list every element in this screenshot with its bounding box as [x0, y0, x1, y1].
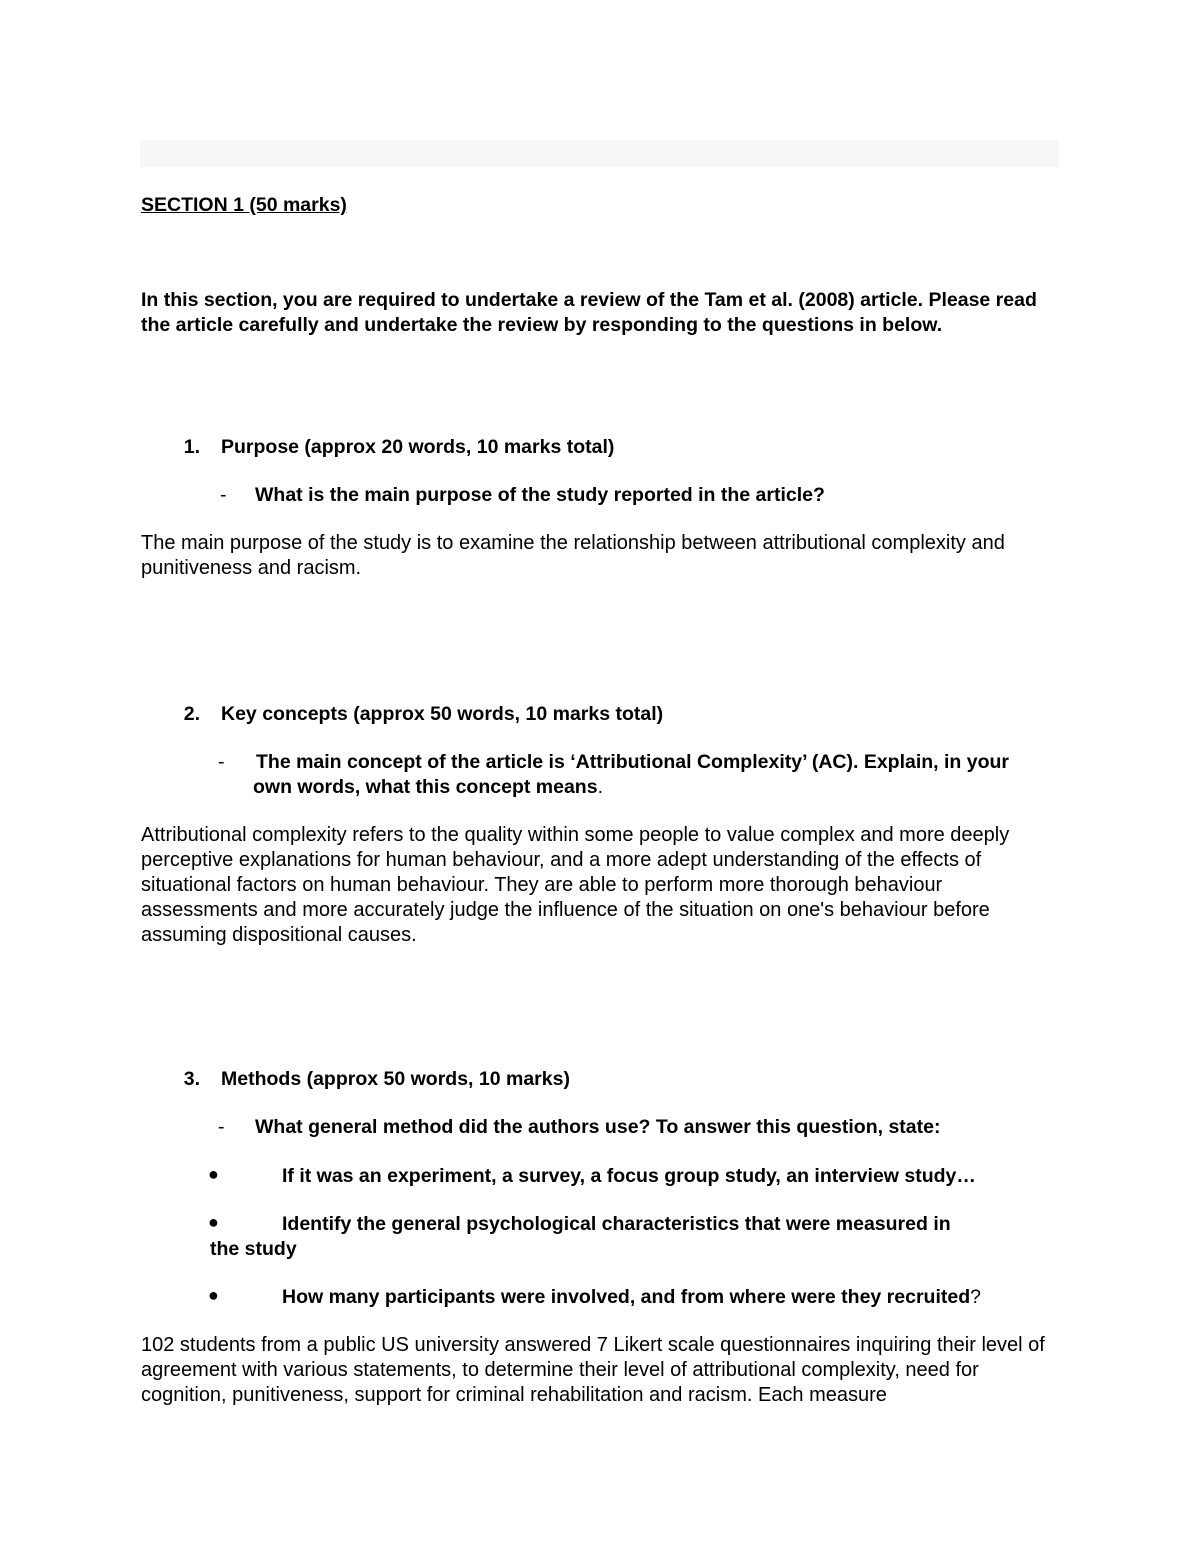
- question-prompt: What is the main purpose of the study reported in the article?: [255, 484, 825, 506]
- question-prompt-end: .: [597, 776, 603, 798]
- bullet-marker: ●: [208, 1164, 219, 1184]
- bullet-item-end: ?: [970, 1286, 981, 1308]
- bullet-marker: ●: [208, 1285, 219, 1305]
- question-heading: Methods (approx 50 words, 10 marks): [221, 1068, 570, 1090]
- section-title: SECTION 1 (50 marks): [141, 194, 347, 216]
- bullet-item: [282, 1285, 981, 1310]
- question-prompt-text: The main concept of the article is ‘Attributional Complexity’ (AC). Explain, in your own words, what this concept means: [253, 751, 1010, 798]
- question-prompt: [253, 750, 1053, 800]
- answer-text: The main purpose of the study is to examine the relationship between attributional complexity and punitiveness and racism.: [141, 532, 1005, 579]
- question-number: 2.: [183, 703, 200, 725]
- prompt-dash: -: [218, 751, 225, 773]
- question-number: 1.: [183, 436, 200, 458]
- bullet-item-continuation: the study: [210, 1238, 297, 1260]
- prompt-dash: -: [218, 1116, 225, 1138]
- answer-text: Attributional complexity refers to the quality within some people to value complex and more deeply perceptive explanations for human behaviour, and a more adept understanding of the effects of situational factors on human behaviour. They are able to perform more thorough behaviour assessments and more accurately judge the influence of the situation on one's behaviour before assuming dispositional causes.: [141, 824, 1010, 946]
- prompt-dash: -: [220, 484, 227, 506]
- bullet-item: If it was an experiment, a survey, a focus group study, an interview study…: [282, 1165, 976, 1187]
- bullet-marker: ●: [208, 1212, 219, 1232]
- question-heading: Key concepts (approx 50 words, 10 marks total): [221, 703, 664, 725]
- question-prompt: What general method did the authors use? To answer this question, state:: [255, 1116, 941, 1138]
- header-shade-bar: [140, 140, 1059, 167]
- answer-text: 102 students from a public US university answered 7 Likert scale questionnaires inquiring their level of agreement with various statements, to determine their level of attributional complexity, need for cognition, punitiveness, support for criminal rehabilitation and racism. Each measure: [141, 1334, 1045, 1406]
- question-heading: Purpose (approx 20 words, 10 marks total): [221, 436, 615, 458]
- section-intro: In this section, you are required to undertake a review of the Tam et al. (2008) article. Please read the article carefully and undertake the review by responding to the questions in below.: [141, 289, 1037, 336]
- bullet-item: Identify the general psychological characteristics that were measured in: [282, 1213, 951, 1235]
- question-number: 3.: [183, 1068, 200, 1090]
- bullet-item-text: How many participants were involved, and from where were they recruited: [282, 1286, 971, 1308]
